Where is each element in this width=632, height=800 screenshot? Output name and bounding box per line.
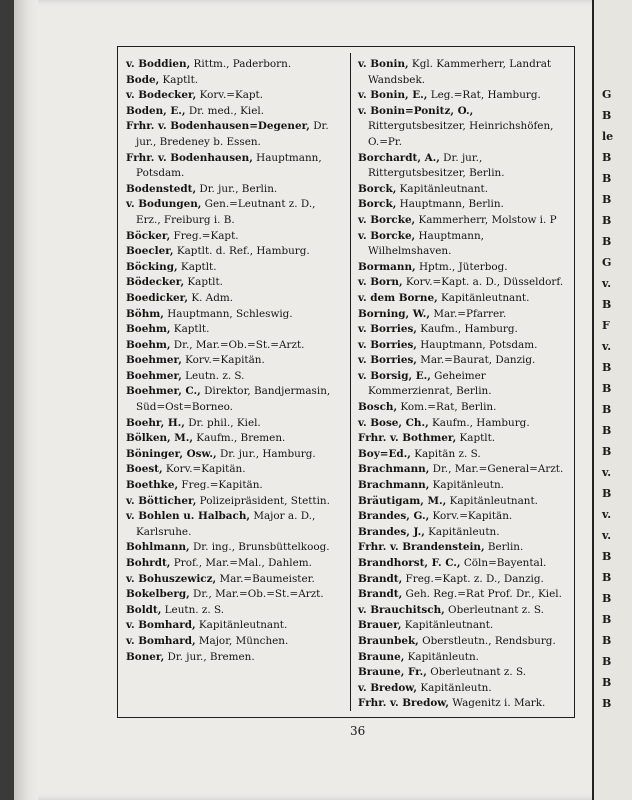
entry-details: Hauptmann, Wilhelmshaven. (368, 229, 484, 258)
entry-details: Korv.=Kapt. a. D., Düsseldorf. (402, 276, 564, 289)
directory-entry (126, 353, 342, 369)
entry-name: Brandt, (358, 588, 403, 601)
next-page-fragment: B (602, 634, 612, 647)
entry-name: v. Bohlen u. Halbach, (126, 510, 251, 523)
entry-name: Boedicker, (126, 291, 189, 304)
directory-entry (126, 556, 342, 572)
directory-entry (358, 229, 570, 260)
next-page-fragment: B (602, 298, 612, 311)
next-page-fragment: B (602, 571, 612, 584)
entry-details: Dr. jur., Bredeney b. Essen. (136, 120, 329, 148)
entry-name: Brauer, (358, 619, 402, 632)
directory-entry (126, 182, 342, 198)
entry-details: Kaptlt. (177, 260, 217, 273)
directory-entry (358, 681, 570, 697)
directory-entry (126, 572, 342, 588)
entry-name: Böcking, (126, 260, 178, 273)
entry-name: Boehr, H., (126, 416, 185, 429)
entry-name: v. Borries, (358, 354, 417, 367)
entry-name: Bosch, (358, 401, 398, 414)
entry-details: Kom.=Rat, Berlin. (397, 401, 497, 414)
entry-details: Kaufm., Hamburg. (416, 323, 518, 336)
entry-name: Boehmer, C., (126, 385, 201, 398)
entry-name: v. Bodecker, (126, 89, 197, 102)
entry-name: Boehmer, (126, 369, 182, 382)
entry-name: Brandes, J., (358, 525, 425, 538)
next-page-fragment: B (602, 109, 612, 122)
entry-details: Kammerherr, Molstow i. P (415, 213, 557, 226)
directory-entry (126, 73, 342, 89)
directory-entry (126, 603, 342, 619)
entry-name: Frhr. v. Brandenstein, (358, 541, 485, 554)
column-divider (350, 53, 351, 711)
entry-details: Mar.=Baumeister. (216, 572, 315, 585)
entry-details: Dr. ing., Brunsbüttelkoog. (189, 541, 330, 554)
entry-name: v. Bonin, E., (358, 89, 428, 102)
entry-details: Hauptmann, Berlin. (396, 198, 504, 211)
directory-entry (358, 353, 570, 369)
entry-name: v. Bomhard, (126, 619, 196, 632)
entry-details: Dr. jur., Berlin. (196, 182, 278, 195)
entry-details: Dr., Mar.=Ob.=St.=Arzt. (170, 338, 305, 351)
entry-details: Dr., Mar.=General=Arzt. (429, 463, 564, 476)
directory-entry (126, 119, 342, 150)
entry-details: Kaptlt. (170, 323, 210, 336)
entry-details: Kapitänleutnant. (446, 494, 538, 507)
directory-entry (358, 462, 570, 478)
entry-name: v. Boddien, (126, 58, 191, 70)
entry-name: Frhr. v. Bothmer, (358, 432, 457, 445)
entry-details: Major a. D., Karlsruhe. (136, 510, 316, 538)
entry-name: Braune, Fr., (358, 666, 427, 679)
entry-details: Oberstleutn., Rendsburg. (418, 634, 556, 647)
directory-entry (358, 197, 570, 213)
entry-details: Kapitän z. S. (410, 447, 481, 460)
entry-name: v. Bodungen, (126, 198, 202, 211)
entry-name: Boest, (126, 463, 163, 476)
entry-details: Berlin. (484, 541, 524, 554)
next-page-fragment: B (602, 403, 612, 416)
next-page-fragment: B (602, 445, 612, 458)
entry-details: Leutn. z. S. (181, 369, 245, 382)
entry-name: Bormann, (358, 260, 416, 273)
directory-entry (126, 462, 342, 478)
entry-name: v. Bohuszewicz, (126, 572, 217, 585)
entry-name: Frhr. v. Bodenhausen, (126, 151, 253, 164)
entry-name: v. Borcke, (358, 213, 416, 226)
entry-name: Frhr. v. Bodenhausen=Degener, (126, 120, 310, 133)
directory-entry (126, 618, 342, 634)
directory-entry (358, 696, 570, 712)
directory-entry (126, 244, 342, 260)
next-page-edge (592, 0, 632, 800)
next-page-fragment: B (602, 382, 612, 395)
directory-entry (358, 213, 570, 229)
entry-name: Braunbek, (358, 634, 419, 647)
next-page-fragment: G (602, 88, 612, 101)
entry-name: Brandhorst, F. C., (358, 557, 461, 569)
entry-details: Dr. jur., Hamburg. (216, 447, 316, 460)
next-page-fragment: v. (602, 277, 612, 290)
directory-entry (126, 229, 342, 245)
entry-name: v. Bomhard, (126, 634, 196, 647)
directory-entry (126, 197, 342, 228)
directory-entry (126, 322, 342, 338)
directory-entry (126, 587, 342, 603)
entry-details: Kapitänleutn. (417, 681, 492, 694)
entry-details: Kaufm., Bremen. (193, 432, 286, 445)
directory-entry (358, 400, 570, 416)
next-page-fragment: B (602, 172, 612, 185)
entry-details: Major, München. (195, 634, 289, 647)
entry-details: Polizeipräsident, Stettin. (196, 494, 330, 507)
directory-entry (126, 151, 342, 182)
entry-details: Korv.=Kapitän. (181, 354, 265, 367)
directory-entry (358, 431, 570, 447)
directory-entry (358, 650, 570, 666)
entry-details: Mar.=Pfarrer. (430, 307, 507, 320)
directory-entry (358, 478, 570, 494)
entry-details: Freg.=Kapitän. (178, 479, 263, 492)
next-page-fragment: B (602, 613, 612, 626)
next-page-fragment: B (602, 193, 612, 206)
entry-name: Brandes, G., (358, 510, 430, 523)
directory-entry (126, 650, 342, 666)
directory-entry (358, 88, 570, 104)
directory-entry (358, 509, 570, 525)
entry-details: Kaptlt. (159, 73, 199, 86)
entry-name: Boehm, (126, 323, 171, 336)
next-page-fragment: B (602, 697, 612, 710)
directory-entry (358, 587, 570, 603)
entry-details: Hauptmann, Potsdam. (136, 151, 322, 180)
directory-entry (358, 634, 570, 650)
entry-name: Borck, (358, 182, 397, 195)
entry-details: Hauptmann, Potsdam. (416, 338, 538, 351)
entry-details: Kaufm., Hamburg. (428, 416, 530, 429)
directory-entry (358, 369, 570, 400)
next-page-fragment: le (602, 130, 614, 143)
entry-name: Bräutigam, M., (358, 494, 447, 507)
directory-entry (358, 618, 570, 634)
entry-name: Bohlmann, (126, 541, 190, 554)
entry-details: Dr. med., Kiel. (185, 104, 265, 117)
left-column (126, 57, 342, 665)
entry-details: Kapitänleutnant. (401, 619, 494, 632)
next-page-fragment: B (602, 655, 612, 668)
directory-entry (126, 416, 342, 432)
entry-name: Boden, E., (126, 104, 186, 117)
entry-details: Cöln=Bayental. (460, 557, 547, 569)
entry-details: Oberleutnant z. S. (426, 666, 527, 679)
entry-name: Brachmann, (358, 463, 430, 476)
next-page-fragment: B (602, 550, 612, 563)
entry-details: Direktor, Bandjermasin, Süd=Ost=Borneo. (136, 385, 331, 414)
entry-name: v. Borcke, (358, 229, 416, 242)
entry-name: Bode, (126, 73, 160, 86)
entry-name: Böhm, (126, 307, 164, 320)
entry-name: Bokelberg, (126, 588, 190, 601)
next-page-fragment: B (602, 151, 612, 164)
entry-name: Boehmer, (126, 354, 182, 367)
directory-entry (126, 431, 342, 447)
directory-entry (126, 540, 342, 556)
entry-details: Kapitänleutnant. (437, 291, 530, 304)
directory-entry (358, 322, 570, 338)
directory-entry (126, 57, 342, 73)
directory-entry (126, 509, 342, 540)
directory-entry (126, 260, 342, 276)
entry-name: Böninger, Osw., (126, 447, 217, 460)
entry-details: Dr. jur., Rittergutsbesitzer, Berlin. (368, 151, 505, 180)
entry-details: K. Adm. (188, 291, 233, 304)
entry-name: Boner, (126, 650, 165, 663)
entry-details: Hauptmann, Schleswig. (163, 307, 293, 320)
next-page-fragment: B (602, 592, 612, 605)
book-page (14, 0, 592, 800)
entry-name: Boy=Ed., (358, 447, 411, 460)
directory-entry (358, 307, 570, 323)
entry-details: Rittergutsbesitzer, Heinrichshöfen, O.=Pr. (368, 120, 554, 148)
entry-details: Kaptlt. d. Ref., Hamburg. (173, 245, 310, 258)
entry-details: Kapitänleutn. (404, 650, 479, 663)
directory-entry (358, 151, 570, 182)
entry-name: Bölken, M., (126, 432, 193, 445)
entry-details: Geheimer Kommerzienrat, Berlin. (368, 369, 492, 398)
directory-entry (358, 182, 570, 198)
entry-details: Korv.=Kapitän. (429, 510, 513, 523)
next-page-fragment: v. (602, 508, 612, 521)
directory-entry (358, 275, 570, 291)
entry-name: v. Brauchitsch, (358, 603, 445, 616)
entry-details: Geh. Reg.=Rat Prof. Dr., Kiel. (402, 588, 562, 601)
entry-name: Borchardt, A., (358, 151, 440, 164)
directory-entry (358, 665, 570, 681)
page-binding (14, 0, 38, 800)
directory-entry (358, 494, 570, 510)
entry-name: Bodenstedt, (126, 182, 197, 195)
entry-details: Korv.=Kapitän. (162, 463, 246, 476)
next-page-fragment: G (602, 256, 612, 269)
directory-entry (358, 260, 570, 276)
entry-name: v. Bredow, (358, 681, 418, 694)
entry-details: Kapitänleutnant. (195, 619, 288, 632)
entry-details: Leg.=Rat, Hamburg. (427, 89, 541, 102)
next-page-fragment: B (602, 676, 612, 689)
entry-name: Boehm, (126, 338, 171, 351)
entry-name: v. Bose, Ch., (358, 416, 429, 429)
entry-details: Dr., Mar.=Ob.=St.=Arzt. (189, 588, 324, 601)
entry-details: Oberleutnant z. S. (444, 603, 544, 616)
entry-name: Borning, W., (358, 307, 431, 320)
directory-entry (126, 447, 342, 463)
directory-entry (126, 291, 342, 307)
entry-name: Böcker, (126, 229, 171, 242)
entry-details: Hptm., Jüterbog. (415, 260, 508, 273)
entry-details: Kapitänleutn. (424, 525, 500, 538)
entry-name: v. Bötticher, (126, 494, 197, 507)
directory-entry (358, 556, 570, 572)
entry-details: Kaptlt. (184, 276, 223, 289)
directory-entry (126, 88, 342, 104)
entry-name: Braune, (358, 650, 405, 663)
entry-name: Boecler, (126, 245, 174, 258)
directory-entry (358, 603, 570, 619)
directory-entry (126, 384, 342, 415)
directory-entry (126, 634, 342, 650)
entry-details: Mar.=Baurat, Danzig. (416, 354, 536, 367)
directory-entry (358, 540, 570, 556)
entry-details: Leutn. z. S. (161, 603, 224, 616)
next-page-fragment: v. (602, 340, 612, 353)
right-column (358, 57, 570, 712)
directory-entry (126, 307, 342, 323)
entry-name: Boldt, (126, 603, 162, 616)
entry-name: v. Born, (358, 276, 403, 289)
directory-entry (126, 104, 342, 120)
next-page-fragment: B (602, 214, 612, 227)
directory-entry (358, 416, 570, 432)
entry-name: Brandt, (358, 572, 403, 585)
next-page-fragment: B (602, 424, 612, 437)
directory-entry (358, 338, 570, 354)
entry-details: Kgl. Kammerherr, Landrat Wandsbek. (368, 58, 552, 86)
next-page-fragment: v. (602, 466, 612, 479)
directory-entry (358, 572, 570, 588)
directory-entry (126, 338, 342, 354)
next-page-fragment: B (602, 487, 612, 500)
directory-entry (358, 104, 570, 151)
entry-details: Kaptlt. (456, 432, 496, 445)
text-frame (117, 46, 575, 718)
next-page-fragment: B (602, 361, 612, 374)
entry-name: v. Borries, (358, 323, 417, 336)
directory-entry (126, 478, 342, 494)
directory-entry (358, 447, 570, 463)
entry-details: Kapitänleutnant. (396, 182, 489, 195)
entry-details: Freg.=Kapt. z. D., Danzig. (402, 572, 544, 585)
entry-name: Bödecker, (126, 276, 185, 289)
entry-name: Bohrdt, (126, 557, 171, 569)
entry-details: Prof., Mar.=Mal., Dahlem. (170, 557, 312, 569)
entry-name: v. Bonin, (358, 58, 409, 70)
entry-name: v. Borsig, E., (358, 369, 431, 382)
entry-details: Dr. jur., Bremen. (164, 650, 255, 663)
entry-name: Borck, (358, 198, 397, 211)
next-page-fragment: v. (602, 529, 612, 542)
entry-details: Gen.=Leutnant z. D., Erz., Freiburg i. B. (136, 198, 316, 226)
entry-details: Dr. phil., Kiel. (184, 416, 261, 429)
entry-details: Wagenitz i. Mark. (448, 697, 546, 710)
directory-entry (126, 275, 342, 291)
directory-entry (358, 525, 570, 541)
entry-details: Freg.=Kapt. (170, 229, 239, 242)
entry-name: Boethke, (126, 479, 179, 492)
entry-name: Brachmann, (358, 479, 430, 492)
entry-name: Frhr. v. Bredow, (358, 697, 449, 710)
directory-entry (126, 369, 342, 385)
directory-entry (358, 291, 570, 307)
entry-name: v. Borries, (358, 338, 417, 351)
entry-name: v. Bonin=Ponitz, O., (358, 104, 474, 117)
entry-name: v. dem Borne, (358, 291, 438, 304)
next-page-fragment: B (602, 235, 612, 248)
entry-details: Korv.=Kapt. (196, 89, 264, 102)
page-number: 36 (350, 724, 366, 738)
directory-entry (358, 57, 570, 88)
directory-entry (126, 494, 342, 510)
entry-details: Kapitänleutn. (429, 479, 504, 492)
entry-details: Rittm., Paderborn. (190, 58, 292, 70)
next-page-fragment: F (602, 319, 610, 332)
